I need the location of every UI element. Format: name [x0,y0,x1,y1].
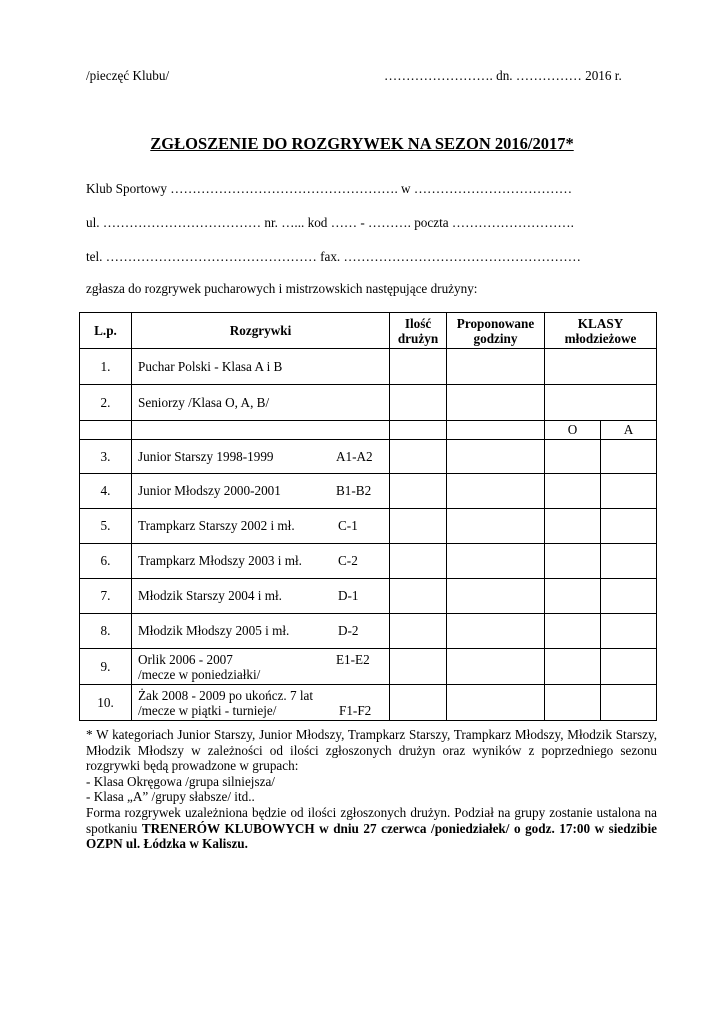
class-o-header: O [545,421,601,440]
class-a-header: A [601,421,657,440]
header-teams-count [390,313,447,349]
teams-count-cell[interactable] [390,544,447,579]
competition-name [132,579,390,614]
youth-class-cell[interactable] [545,349,657,385]
competition-name: Puchar Polski - Klasa A i B [132,349,390,385]
class-o-cell[interactable] [545,474,601,509]
class-o-cell[interactable] [545,614,601,649]
class-a-cell[interactable] [601,614,657,649]
category-label: Orlik 2006 - 2007 [138,651,233,667]
table-row [80,349,657,385]
category-code: A1-A2 [336,448,373,464]
header-proposed-hours [447,313,545,349]
category-code: C-2 [338,553,358,568]
class-o-cell[interactable] [545,685,601,721]
category-code: D-2 [338,623,359,638]
category-label: Żak 2008 - 2009 po ukończ. 7 lat [138,687,314,703]
class-a-cell[interactable] [601,544,657,579]
competition-name [132,474,390,509]
table-row [80,649,657,685]
header-youth-classes-line2: młodzieżowe [564,330,637,346]
empty-cell [132,421,390,440]
competition-name [132,509,390,544]
proposed-hours-cell[interactable] [447,474,545,509]
class-o-cell[interactable] [545,579,601,614]
row-number: 2. [80,385,132,421]
class-o-cell[interactable] [545,509,601,544]
class-a-cell[interactable] [601,440,657,474]
proposed-hours-cell[interactable] [447,385,545,421]
header-proposed-hours-line2: godziny [473,330,518,346]
table-header-row [80,313,657,349]
class-a-cell[interactable] [601,509,657,544]
class-a-cell[interactable] [601,579,657,614]
class-a-cell[interactable] [601,685,657,721]
table-row [80,614,657,649]
competition-name [132,544,390,579]
phone-fax-field: tel. ………………………………………… fax. ……………………………………………… [86,249,581,264]
table-row [80,685,657,721]
header-youth-classes [545,313,657,349]
proposed-hours-cell[interactable] [447,579,545,614]
category-label: Trampkarz Młodszy 2003 i mł. [138,553,302,568]
empty-cell [447,421,545,440]
teams-count-cell[interactable] [390,649,447,685]
footnote-paragraph: * W kategoriach Junior Starszy, Junior Młodszy, Trampkarz Starszy, Trampkarz Młodszy, Młodzik Starszy, Młodzik Młodszy w zależności od ilości zgłoszonych drużyn oraz wyników z poprzedniego sezonu rozgrywki będą prowadzone w grupach: [86,727,657,774]
teams-count-cell[interactable] [390,349,447,385]
date-line: ……………………. dn. …………… 2016 r. [384,68,622,83]
category-code: F1-F2 [339,702,372,718]
competition-name [132,440,390,474]
class-o-cell[interactable] [545,440,601,474]
table-row [80,385,657,421]
proposed-hours-cell[interactable] [447,685,545,721]
table-row [80,509,657,544]
class-o-cell[interactable] [545,544,601,579]
class-a-cell[interactable] [601,649,657,685]
table-row [80,474,657,509]
header-youth-classes-line1: KLASY [577,315,624,331]
teams-count-cell[interactable] [390,385,447,421]
header-teams-count-line2: drużyn [397,330,439,346]
row-number: 3. [80,440,132,474]
footnote-list-item: - Klasa Okręgowa /grupa silniejsza/ [86,773,275,789]
teams-count-cell[interactable] [390,614,447,649]
row-number: 8. [80,614,132,649]
category-label: Junior Młodszy 2000-2001 [138,483,281,498]
footnote-meeting-info: TRENERÓW KLUBOWYCH w dniu 27 czerwca /poniedziałek/ o godz. 17:00 w siedzibie OZPN ul. Łódzka w Kaliszu. [86,820,657,852]
category-note: /mecze w piątki - turnieje/ [138,702,277,718]
category-label: Trampkarz Starszy 2002 i mł. [138,518,295,533]
category-label: Młodzik Starszy 2004 i mł. [138,588,282,603]
footnote-normal-text: Forma rozgrywek uzależniona będzie od ilości zgłoszonych drużyn. Podział na grupy zostanie ustalona na spotkaniu [86,804,657,836]
document-title: ZGŁOSZENIE DO ROZGRYWEK NA SEZON 2016/2017* [150,134,574,153]
club-name-field: Klub Sportowy ……………………………………………. w ……………………………… [86,181,573,196]
row-number: 6. [80,544,132,579]
category-code: B1-B2 [336,483,372,498]
row-number: 5. [80,509,132,544]
class-subheader-row [80,421,657,440]
class-a-cell[interactable] [601,474,657,509]
competition-name [132,614,390,649]
row-number: 9. [80,649,132,685]
proposed-hours-cell[interactable] [447,349,545,385]
footnote-paragraph [86,805,657,852]
empty-cell [390,421,447,440]
category-code: E1-E2 [336,651,370,667]
header-proposed-hours-line1: Proponowane [456,315,535,331]
teams-count-cell[interactable] [390,685,447,721]
teams-count-cell[interactable] [390,509,447,544]
table-row [80,544,657,579]
category-label: Młodzik Młodszy 2005 i mł. [138,623,290,638]
proposed-hours-cell[interactable] [447,440,545,474]
proposed-hours-cell[interactable] [447,614,545,649]
proposed-hours-cell[interactable] [447,544,545,579]
competition-name [132,649,390,685]
table-row [80,440,657,474]
row-number: 1. [80,349,132,385]
teams-table [79,312,657,721]
footnote [86,727,657,852]
proposed-hours-cell[interactable] [447,509,545,544]
row-number: 10. [80,685,132,721]
youth-class-cell[interactable] [545,385,657,421]
header-competition: Rozgrywki [132,313,390,349]
row-number: 4. [80,474,132,509]
header-lp: L.p. [80,313,132,349]
category-label: Junior Starszy 1998-1999 [138,448,274,464]
category-code: D-1 [338,588,359,603]
address-field: ul. ……………………………… nr. …... kod …… - ………. poczta ………………………. [86,215,574,230]
intro-text: zgłasza do rozgrywek pucharowych i mistrzowskich następujące drużyny: [86,281,478,296]
competition-name [132,685,390,721]
empty-cell [80,421,132,440]
header-teams-count-line1: Ilość [404,315,432,331]
table-row [80,579,657,614]
teams-count-cell[interactable] [390,440,447,474]
class-o-cell[interactable] [545,649,601,685]
category-note: /mecze w poniedziałki/ [138,666,261,682]
proposed-hours-cell[interactable] [447,649,545,685]
club-stamp-label: /pieczęć Klubu/ [86,68,170,83]
category-code: C-1 [338,518,358,533]
row-number: 7. [80,579,132,614]
teams-count-cell[interactable] [390,579,447,614]
teams-count-cell[interactable] [390,474,447,509]
competition-name: Seniorzy /Klasa O, A, B/ [132,385,390,421]
footnote-list-item: - Klasa „A” /grupy słabsze/ itd.. [86,789,255,805]
